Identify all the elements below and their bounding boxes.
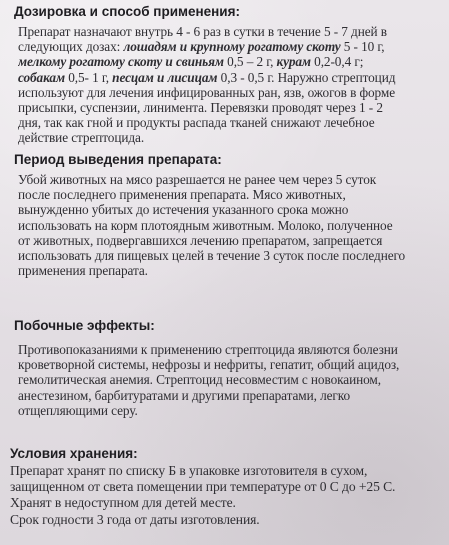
dosage-text: 0,5- 1 г, [64,69,113,85]
section-storage [10,446,439,528]
dosage-line [18,130,439,145]
dosage-line [18,24,439,39]
dosage-line [18,100,439,115]
side-effects-line: кроветворной системы, нефрозы и нефриты, гепатит, общий ацидоз, [18,357,400,373]
storage-line: Хранят в недоступном для детей месте. [10,495,236,511]
side-effects-paragraph [14,342,439,418]
withdrawal-line: вынужденно убитых до истечения указанного срока можно [18,202,349,218]
dosage-text: 0,5 – 2 г, [223,54,277,70]
dosage-text: следующих дозах: [18,39,124,55]
dosage-animal-label: песцам и лисицам [112,69,218,85]
dosage-line [18,115,439,130]
withdrawal-heading: Период выведения препарата: [14,152,222,167]
dosage-line [18,85,439,100]
dosage-animal-label: собакам [18,69,65,85]
withdrawal-line: использовать для пищевых целей в течение 3 суток после последнего [18,248,406,264]
withdrawal-line: от животных, подвергавшихся лечению препаратом, запрещается [18,232,383,248]
dosage-text: 0,2-0,4 г; [310,54,364,70]
side-effects-line: Противопоказаниями к применению стрептоцида являются болезни [18,342,398,357]
dosage-animal-label: мелкому рогатому скоту и свиньям [18,54,224,70]
section-withdrawal [14,152,439,278]
dosage-text: 5 - 10 г, [340,39,385,55]
storage-paragraph [10,463,439,528]
dosage-line [18,39,439,54]
dosage-line [18,70,439,85]
side-effects-heading: Побочные эффекты: [14,318,155,333]
withdrawal-line: после последнего применения препарата. Мясо животных, [18,187,346,203]
dosage-animal-label: курам [276,54,311,70]
dosage-text: присыпки, суспензии, линимента. Перевязки проводят через 1 - 2 [18,100,383,116]
withdrawal-paragraph [14,172,439,278]
dosage-text: действие стрептоцида. [18,130,145,146]
dosage-animal-label: лошадям и крупному рогатому скоту [123,39,341,55]
side-effects-line: гемолитическая анемия. Стрептоцид несовместим с новокаином, [18,372,381,388]
withdrawal-line: применения препарата. [18,263,148,279]
storage-line: защищенном от света помещении при температуре от 0 С до +25 С. [10,479,396,495]
storage-line: Срок годности 3 года от даты изготовления. [10,511,260,527]
storage-heading: Условия хранения: [10,446,138,461]
side-effects-line: анестезином, барбитуратами и другими препаратами, легко [18,387,351,403]
dosage-heading: Дозировка и способ применения: [14,4,240,19]
dosage-text: дня, так как гной и продукты распада тканей снижают лечебное [18,115,375,131]
section-side-effects [14,318,439,418]
withdrawal-line: Убой животных на мясо разрешается не ранее чем через 5 суток [18,172,377,187]
dosage-text: используют для лечения инфицированных ран, язв, ожогов в форме [18,84,396,100]
section-dosage [14,4,439,146]
dosage-line [18,54,439,69]
storage-line: Препарат хранят по списку Б в упаковке изготовителя в сухом, [10,463,368,478]
dosage-text: Препарат назначают внутрь 4 - 6 раз в сутки в течение 5 - 7 дней в [18,24,387,39]
withdrawal-line: использовать на корм плотоядным животным. Молоко, полученное [18,217,393,233]
dosage-text: 0,3 - 0,5 г. Наружно стрептоцид [217,69,396,85]
side-effects-line: отщепляющими серу. [18,402,138,418]
dosage-paragraph [14,24,439,146]
